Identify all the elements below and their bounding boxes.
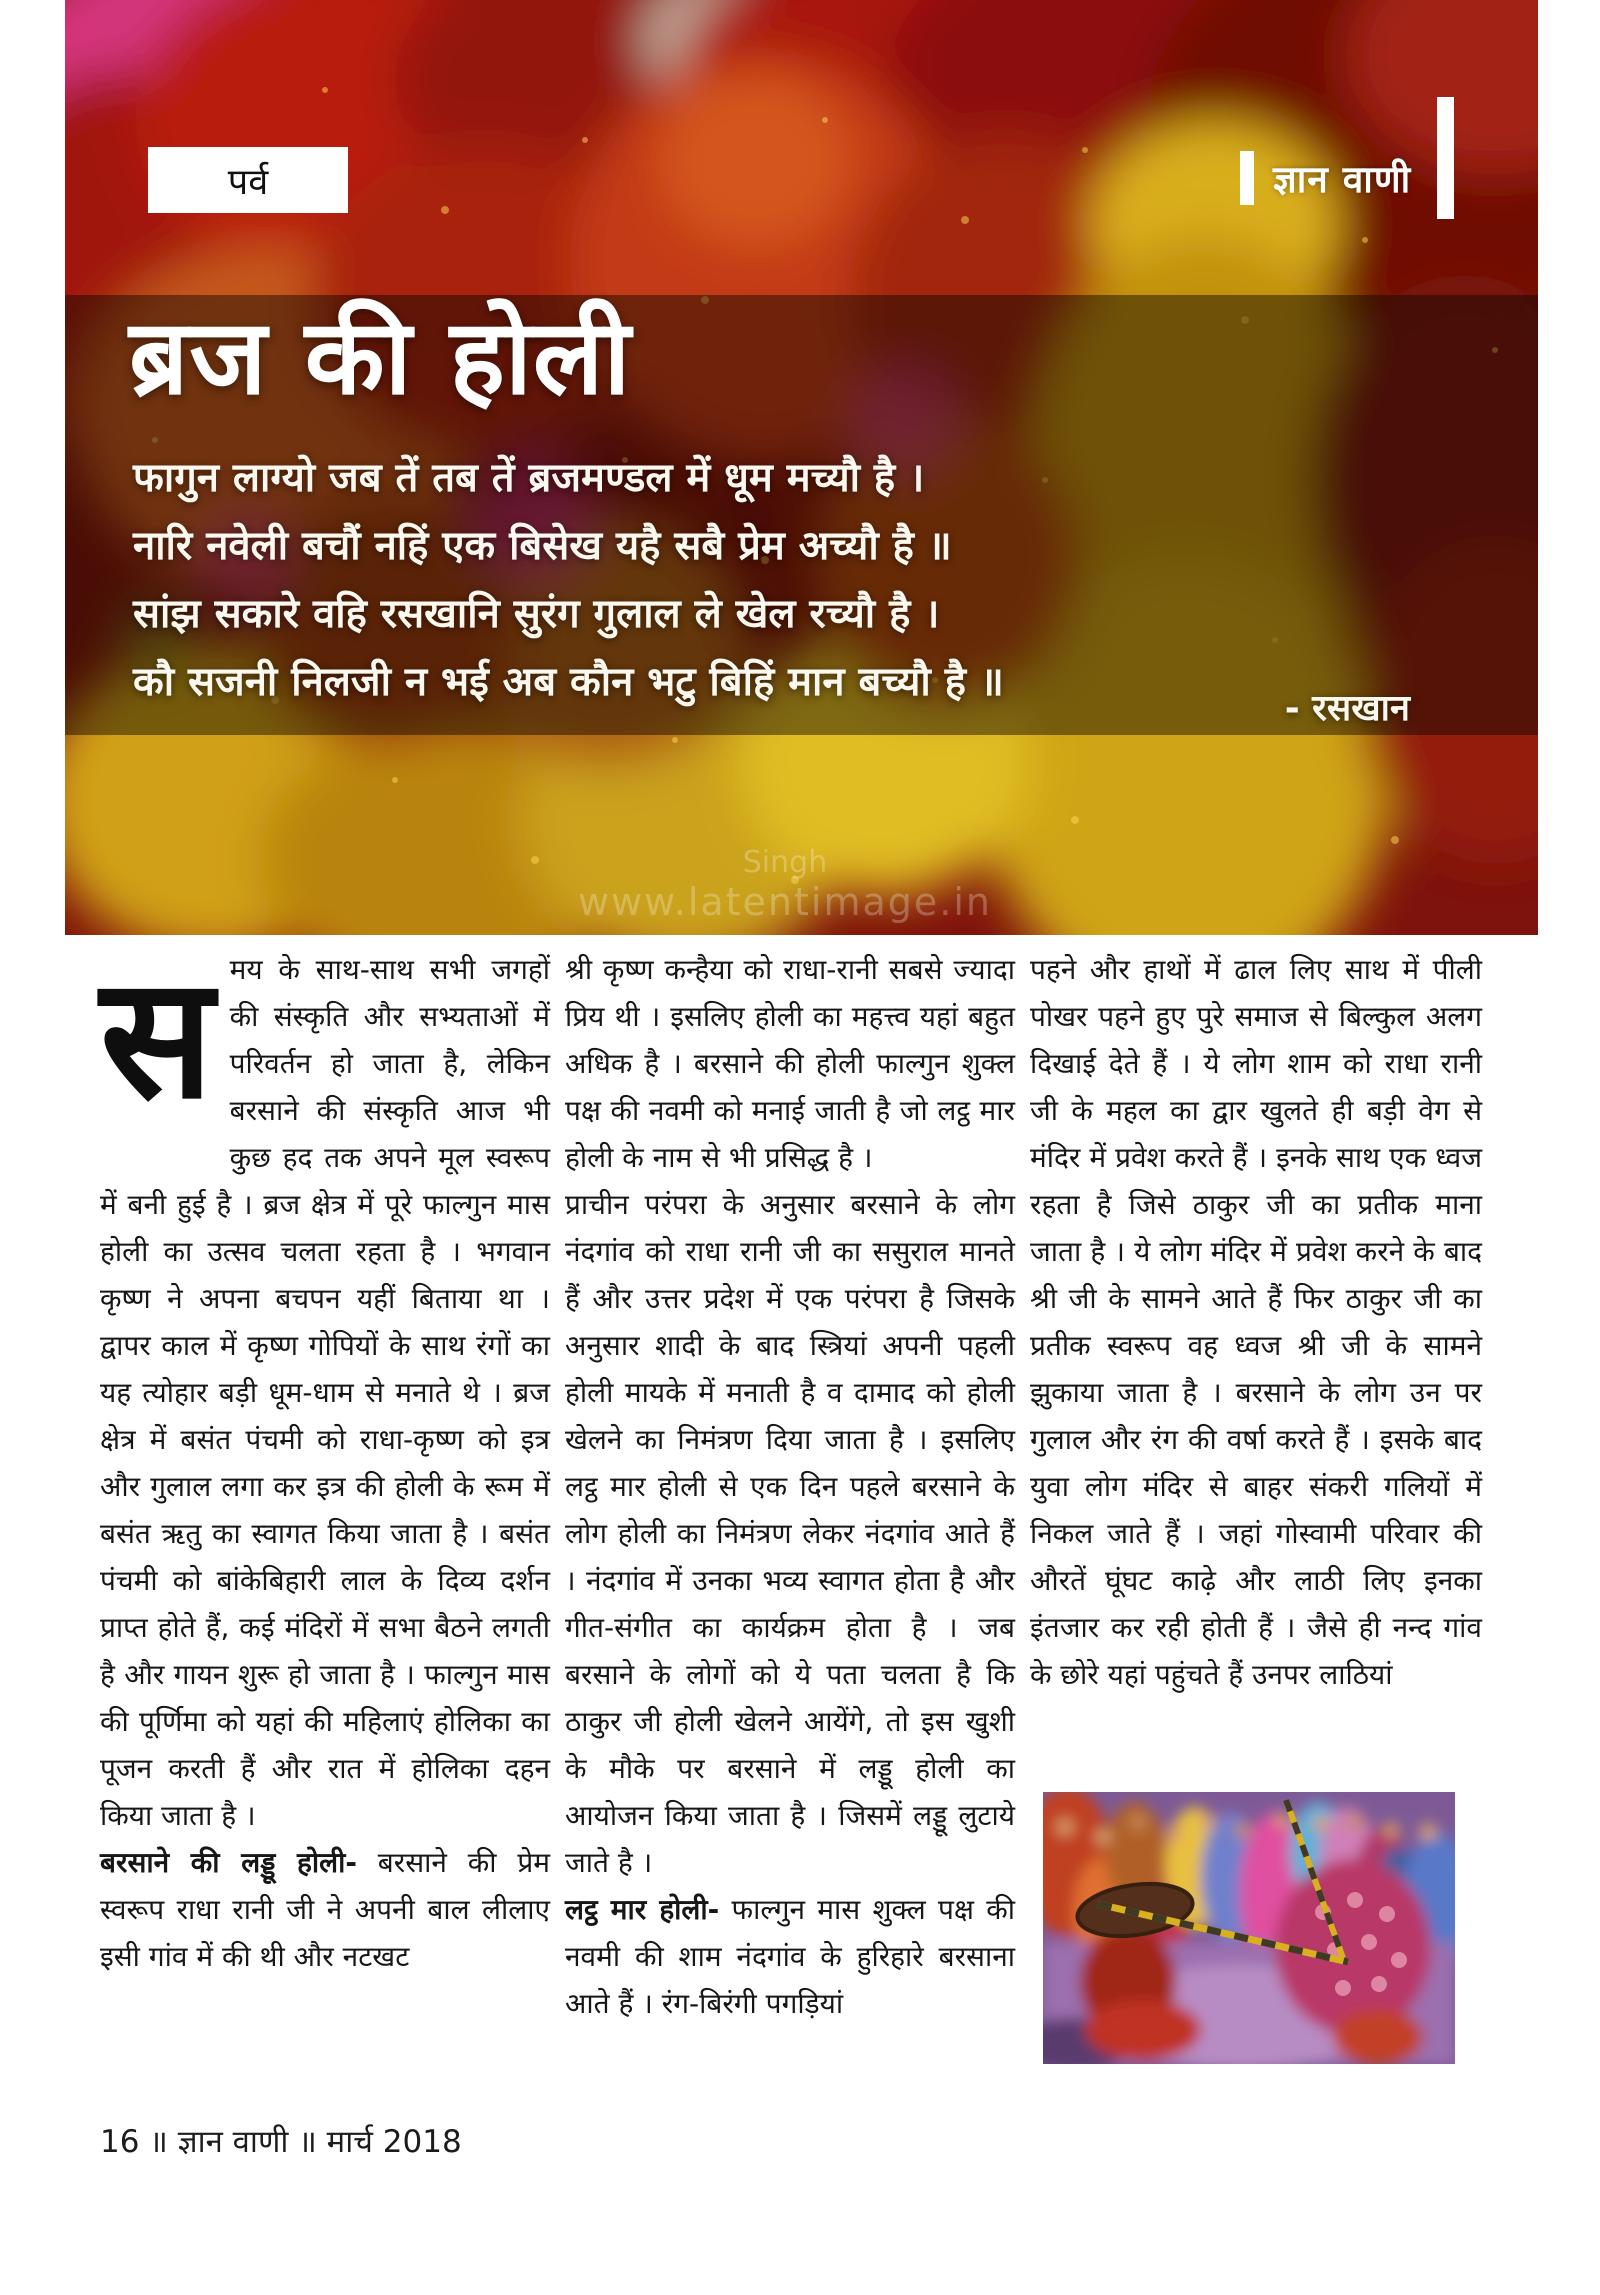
category-label: पर्व: [148, 147, 348, 213]
masthead-bar-icon: [1240, 151, 1254, 205]
body-paragraph: [100, 940, 550, 1839]
subheading-latth-mar-holi: लट्ठ मार होली-: [565, 1893, 720, 1926]
page-footer: 16 ॥ ज्ञान वाणी ॥ मार्च 2018: [100, 2124, 462, 2160]
paragraph-text: मय के साथ-साथ सभी जगहों की संस्कृति और सभ्यताओं में परिवर्तन हो जाता है, लेकिन बरसाने की संस्कृति आज भी कुछ हद तक अपने मूल स्वरूप में बनी हुई है । ब्रज क्षेत्र में पूरे फाल्गुन मास होली का उत्सव चलता रहता है । भगवान कृष्ण ने अपना बचपन यहीं बिताया था । द्वापर काल में कृष्ण गोपियों के साथ रंगों का यह त्योहार बड़ी धूम-धाम से मनाते थे । ब्रज क्षेत्र में बसंत पंचमी को राधा-कृष्ण को इत्र और गुलाल लगा कर इत्र की होली के रूम में बसंत ऋतु का स्वागत किया जाता है । बसंत पंचमी को बांकेबिहारी लाल के दिव्य दर्शन प्राप्त होते हैं, कई मंदिरों में सभा बैठने लगती है और गायन शुरू हो जाता है । फाल्गुन मास की पूर्णिमा को यहां की महिलाएं होलिका का पूजन करती हैं और रात में होलिका दहन किया जाता है ।: [100, 953, 550, 1832]
body-paragraph: श्री कृष्ण कन्हैया को राधा-रानी सबसे ज्यादा प्रिय थी । इसलिए होली का महत्त्व यहां बहुत अधिक है । बरसाने की होली फाल्गुन शुक्ल पक्ष की नवमी को मनाई जाती है जो लट्ठ मार होली के नाम से भी प्रसिद्ध है ।: [565, 953, 1015, 1174]
body-paragraph: [100, 1839, 550, 1980]
article-title: ब्रज की होली: [129, 296, 632, 418]
poem-line-4: कौ सजनी निलजी न भई अब कौन भटु बिहिं मान बच्यौ है ॥: [133, 659, 1004, 705]
body-paragraph: पहने और हाथों में ढाल लिए साथ में पीली पोखर पहने हुए पुरे समाज से बिल्कुल अलग दिखाई देते हैं । ये लोग शाम को राधा रानी जी के महल का द्वार खुलते ही बड़ी वेग से मंदिर में प्रवेश करते हैं । इनके साथ एक ध्वज रहता है जिसे ठाकुर जी का प्रतीक माना जाता है । ये लोग मंदिर में प्रवेश करने के बाद श्री जी के सामने आते हैं फिर ठाकुर जी का प्रतीक स्वरूप वह ध्वज श्री जी के सामने झुकाया जाता है । बरसाने के लोग उन पर गुलाल और रंग की वर्षा करते हैं । इसके बाद युवा लोग मंदिर से बाहर संकरी गलियों में निकल जाते हैं । जहां गोस्वामी परिवार की औरतें घूंघट काढ़े और लाठी लिए इनका इंतजार कर रही होती हैं । जैसे ही नन्द गांव के छोरे यहां पहुंचते हैं उनपर लाठियां: [1030, 953, 1482, 1691]
watermark-line-2: www.latentimage.in: [577, 880, 992, 924]
masthead-title: ज्ञान वाणी: [1273, 158, 1412, 201]
text-column-2: [565, 946, 1015, 2027]
lathmar-holi-illustration: [1043, 1792, 1455, 2064]
watermark-line-1: Singh: [742, 845, 828, 880]
subheading-laddu-holi: बरसाने की लड्डू होली-: [100, 1846, 357, 1879]
poem-line-2: नारि नवेली बचौं नहिं एक बिसेख यहै सबै प्रेम अच्यौ है ॥: [133, 523, 952, 569]
text-column-1: [100, 940, 550, 1980]
poem-line-3: सांझ सकारे वहि रसखानि सुरंग गुलाल ले खेल रच्यौ है ।: [133, 591, 940, 637]
poem: [133, 448, 1473, 720]
text-column-3: [1030, 946, 1482, 1698]
poem-attribution: - रसखान: [1284, 688, 1410, 729]
paragraph-text: बरसाने की प्रेम स्वरूप राधा रानी जी ने अपनी बाल लीलाए इसी गांव में की थी और नटखट: [100, 1846, 550, 1973]
drop-cap: स: [100, 940, 214, 1136]
body-paragraph: [565, 1886, 1015, 2027]
body-paragraph: प्राचीन परंपरा के अनुसार बरसाने के लोग नंदगांव को राधा रानी जी का ससुराल मानते हैं और उत्तर प्रदेश में एक परंपरा है जिसके अनुसार शादी के बाद स्त्रियां अपनी पहली होली मायके में मनाती है व दामाद को होली खेलने का निमंत्रण दिया जाता है । इसलिए लट्ठ मार होली से एक दिन पहले बरसाने के लोग होली का निमंत्रण लेकर नंदगांव आते हैं । नंदगांव में उनका भव्य स्वागत होता है और गीत-संगीत का कार्यक्रम होता है । जब बरसाने के लोगों को ये पता चलता है कि ठाकुर जी होली खेलने आयेंगे, तो इस खुशी के मौके पर बरसाने में लड्डू होली का आयोजन किया जाता है । जिसमें लड्डू लुटाये जाते है ।: [565, 1188, 1015, 1879]
lathmar-holi-photo: [1043, 1792, 1455, 2064]
hero-photo: [65, 0, 1538, 935]
poem-line-1: फागुन लाग्यो जब तें तब तें ब्रजमण्डल में धूम मच्यौ है ।: [133, 455, 925, 501]
photo-watermark: [485, 845, 1085, 924]
paragraph-text: फाल्गुन मास शुक्ल पक्ष की नवमी की शाम नंदगांव के हुरिहारे बरसाना आते हैं । रंग-बिरंगी पगड़ियां: [565, 1893, 1015, 2020]
masthead-bar-right-icon: [1437, 97, 1454, 219]
